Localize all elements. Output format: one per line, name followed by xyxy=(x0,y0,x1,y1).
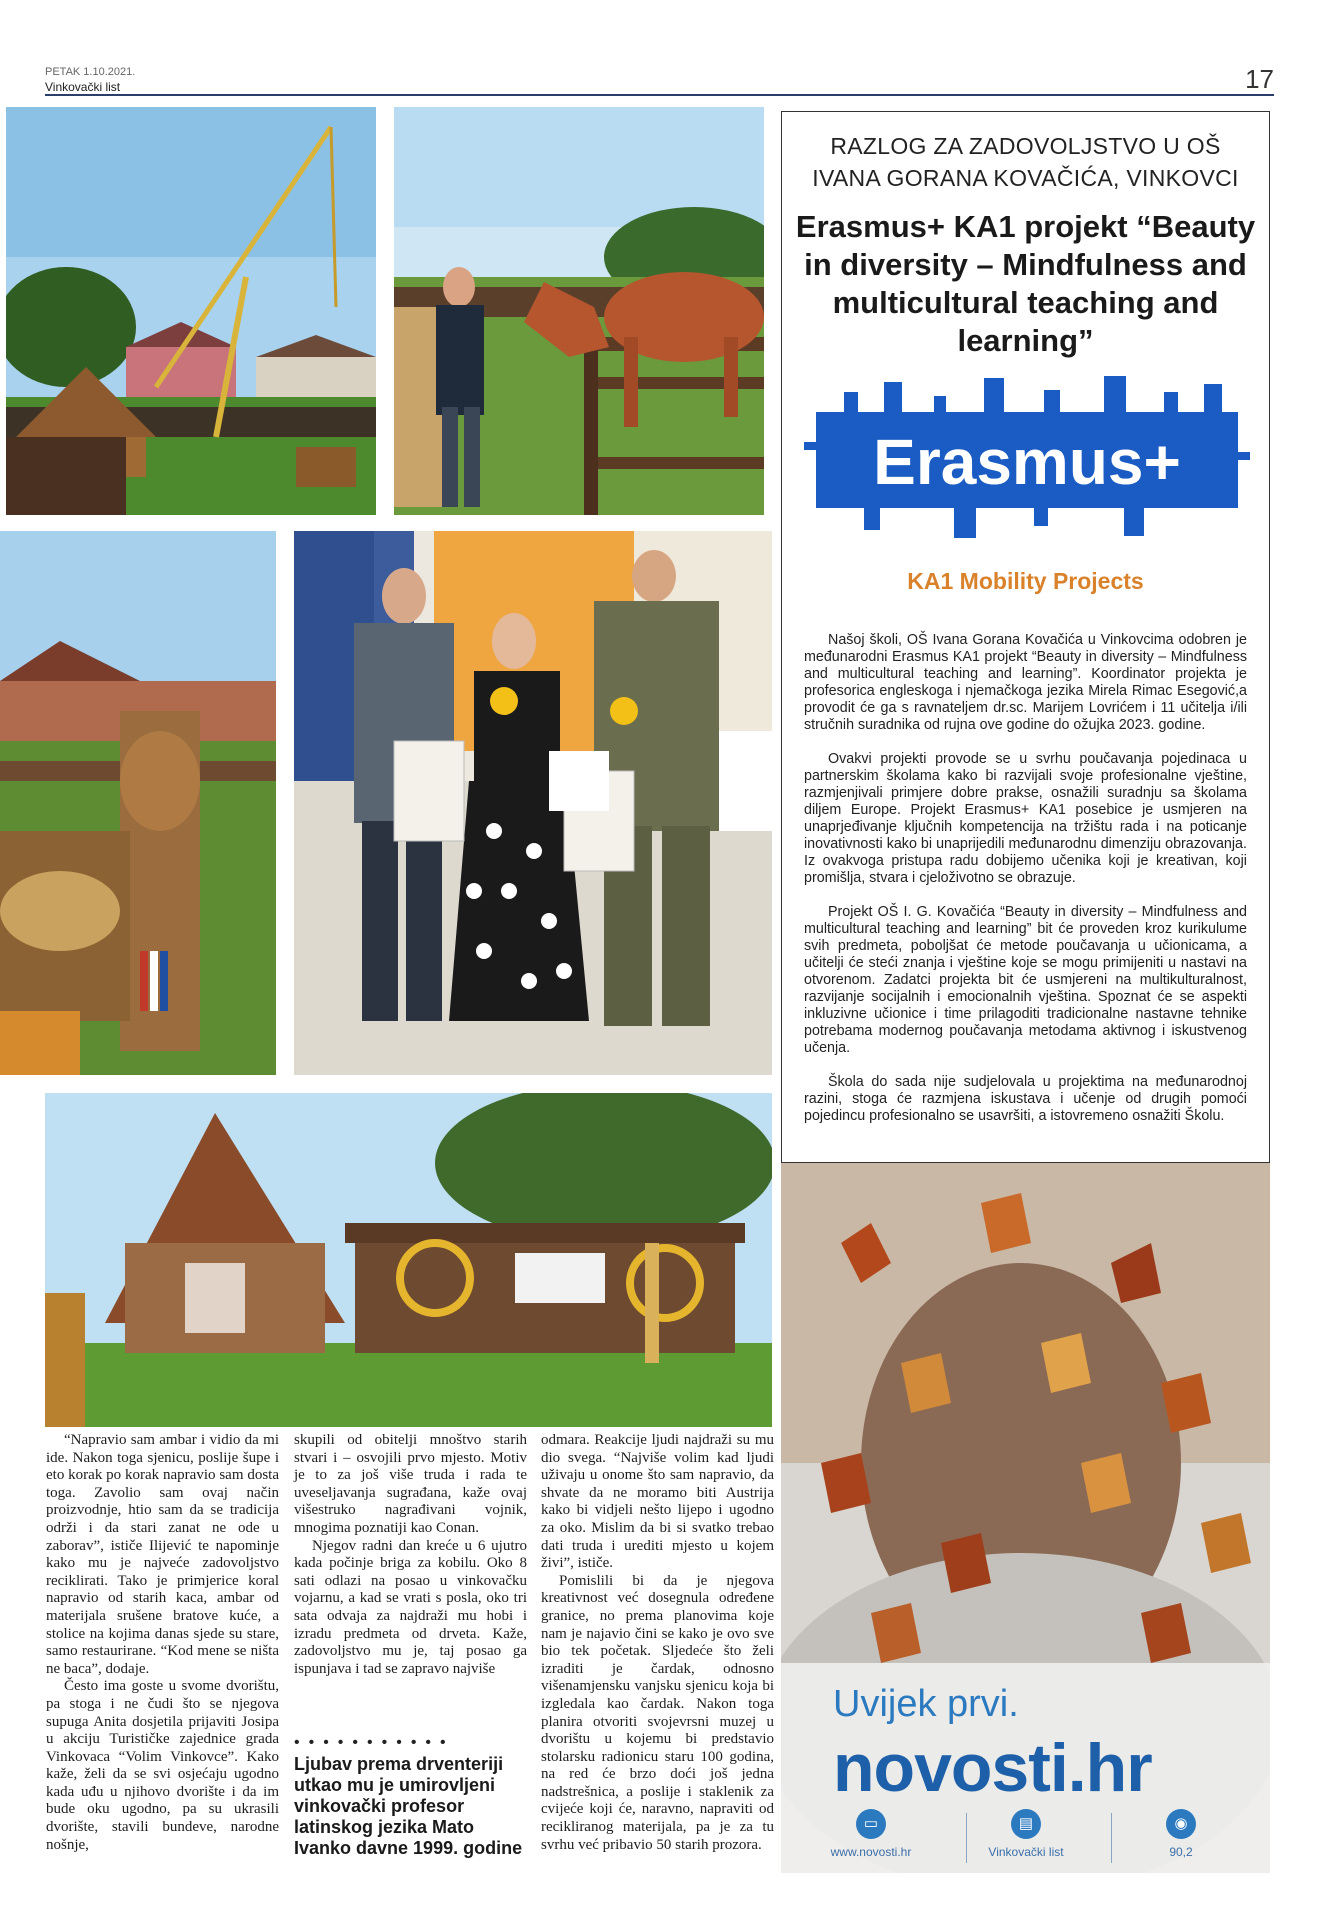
ad-channel-radio[interactable] xyxy=(1111,1809,1251,1859)
column-paragraph: odmara. Reakcije ljudi najdraži su mu dio svega. “Najviše volim kad ljudi uživaju u onome što sam napravio, da shvate da ne moramo biti Austrija kako bi vidjeli nešto lijepo i ugodno za oko. Mislim da bi si svatko trebao dati truda i urediti mjesto u kojem živi”, ističe. xyxy=(541,1432,774,1572)
ad-channel-web[interactable] xyxy=(801,1809,941,1859)
issue-date: PETAK 1.10.2021. xyxy=(45,66,136,78)
column-paragraph: “Napravio sam ambar i vidio da mi ide. Nakon toga sjenicu, poslije šupe i eto korak po korak napravio sam dosta toga. Zavolio sam ovaj način proizvodnje, htio sam da se tradicija održi i da stari zanat ne ode u zaborav”, ističe Ilijević te napominje kako mu je najveće zadovoljstvo reciklirati. Tako je primjerice koral napravio od starih kaca, ambar od materijala srušene bratove kuće, a stolice na kojima danas sjede su stare, samo restaurirane. “Kod mene se ništa ne baca”, dodaje. xyxy=(46,1432,279,1677)
column-paragraph: Njegov radni dan kreće u 6 ujutro kada počinje briga za kobilu. Oko 8 sati odlazi na posao u vinkovačku vojarnu, a kad se vrati s posla, oko tri sata odvaja za najdraži mu hobi i izradu predmeta od drveta. Kaže, zadovoljstvo mu je, taj posao ga ispunjava i tad se zapravo najviše xyxy=(294,1537,527,1677)
text-column-1 xyxy=(46,1432,279,1854)
tv-icon: ▭ xyxy=(856,1809,886,1839)
column-paragraph: Pomislili bi da je njegova kreativnost već dosegnula određene granice, no prema planovima koje nam je najavio čini se kako je ovo sve bio tek početak. Sljedeće što želi izraditi je čardak, odnosno višenamjensku vanjsku sjenicu koja bi izgledala kao čardak. Nakon toga planira otvoriti svojevrsni muzej u dvorištu u kojemu bi predstavio stolarsku radionicu staru 100 godina, na red će brzo doći još jedna nadstrešnica, a poslije i staklenik za cvijeće koji će, naravno, napraviti od recikliranog materijala, pa je za tu svrhu već pribavio 50 starih prozora. xyxy=(541,1572,774,1853)
subhead-dots: ••••••••••• xyxy=(294,1734,455,1751)
ka1-subtitle: KA1 Mobility Projects xyxy=(907,568,1144,594)
radio-icon: ◉ xyxy=(1166,1809,1196,1839)
kicker-line-1: RAZLOG ZA ZADOVOLJSTVO U OŠ xyxy=(830,133,1221,159)
article-paragraph: Škola do sada nije sudjelovala u projektima na međunarodnoj razini, stoga će razmjena iskustava i učenje od drugih pomoći pojedincu profesionalno se usavršiti, a istovremeno osnažiti Školu. xyxy=(804,1074,1247,1124)
text-column-2 xyxy=(294,1432,527,1678)
article-paragraph: Projekt OŠ I. G. Kovačića “Beauty in diversity – Mindfulness and multicultural teaching and learning” bit će proveden kroz kurikulume svih predmeta, poboljšat će metode poučavanja u učionicama, a učitelji će steći znanja i vještine koje se mogu primijeniti u nastavi na otvorenom. Zadatci projekta bit će usmjereni na multikulturalnost, razvijanje socijalnih i emocionalnih vještina. Spoznat će se aspekti inkluzivne učionice i time prilagoditi tradicionalne nastavne tehnike potrebama modernog poučavanja metodama aktivnog i iskustvenog učenja. xyxy=(804,904,1247,1056)
carving-photo xyxy=(0,531,276,1075)
kicker-line-2: IVANA GORANA KOVAČIĆA, VINKOVCI xyxy=(812,165,1239,191)
column-paragraph: Često ima goste u svome dvorištu, pa stoga i ne čudi što se njegova supuga Anita dosjetila prijaviti Josipa u akciju Turističke zajednice grada Vinkovaca “Volim Vinkovce”. Kako kaže, želi da se svi osjećaju ugodno kada uđu u njihovo dvorište i da im bude oku ugodno, pa su ukrasili dvorište, stavili bundeve, narodne nošnje, xyxy=(46,1678,279,1853)
novosti-advertisement[interactable] xyxy=(781,1163,1270,1873)
article-subhead: Ljubav prema drventeriji utkao mu je umirovljeni vinkovački profesor latinskog jezika Mato Ivanko davne 1999. godine xyxy=(294,1754,523,1858)
ad-channel-label: www.novosti.hr xyxy=(830,1845,912,1859)
erasmus-logo-text: Erasmus+ xyxy=(873,426,1181,498)
ad-brand[interactable]: novosti.hr xyxy=(833,1730,1152,1806)
column-paragraph: skupili od obitelji mnoštvo starih stvari i – osvojili prvo mjesto. Motiv je to za još više truda i rada te uveseljavanja sugrađana, kaže ovaj višestruko nagrađivani vojnik, mnogima poznatiji kao Conan. xyxy=(294,1432,527,1536)
pump-yard-photo xyxy=(6,107,376,515)
page-number: 17 xyxy=(1245,64,1274,94)
article-paragraph: Našoj školi, OŠ Ivana Gorana Kovačića u Vinkovcima odobren je međunarodni Erasmus KA1 projekt “Beauty in diversity – Mindfulness and multicultural teaching and learning”. Koordinator projekta je profesorica engleskoga i njemačkoga jezika Mirela Rimac Esegović,a provodit će ga s ravnateljem dr.sc. Marijem Lovrićem i 11 učitelja i/ili stručnih suradnika od rujna ove godine do ožujka 2023. godine. xyxy=(804,632,1247,733)
article-kicker xyxy=(782,130,1269,194)
article-body xyxy=(804,632,1247,1142)
ad-channel-label: Vinkovački list xyxy=(988,1845,1064,1859)
article-headline: Erasmus+ KA1 projekt “Beauty in diversity – Mindfulness and multicultural teaching and learning” xyxy=(795,209,1256,358)
award-photo xyxy=(294,531,772,1075)
ad-tagline: Uvijek prvi. xyxy=(833,1683,1019,1725)
newspaper-icon: ▤ xyxy=(1011,1809,1041,1839)
erasmus-logo xyxy=(804,372,1250,542)
page-header xyxy=(45,66,1274,96)
horse-photo xyxy=(394,107,764,515)
erasmus-article-box xyxy=(781,111,1270,1163)
ad-channel-label: 90,2 xyxy=(1169,1845,1193,1859)
ad-channel-list xyxy=(781,1809,1270,1869)
article-paragraph: Ovakvi projekti provode se u svrhu poučavanja pojedinaca u partnerskim školama kako bi razvijali svoje profesionalne vještine, razmjenjivali primjere dobre prakse, osnažili suradnju sa školama diljem Europe. Projekt Erasmus+ KA1 posebice je usmjeren na unaprjeđivanje ključnih kompetencija na tržištu rada i na poticanje inovativnosti kako bi unaprijedili međunarodnu dimenziju obrazovanja. Iz ovakvoga pristupa radu dobijemo učenika koji je kreativan, koji promišlja, stvara i cjeloživotno se obrazuje. xyxy=(804,751,1247,886)
ad-channel-print[interactable] xyxy=(956,1809,1096,1859)
garden-photo xyxy=(45,1093,772,1427)
text-column-3 xyxy=(541,1432,774,1854)
newspaper-name: Vinkovački list xyxy=(45,80,121,94)
